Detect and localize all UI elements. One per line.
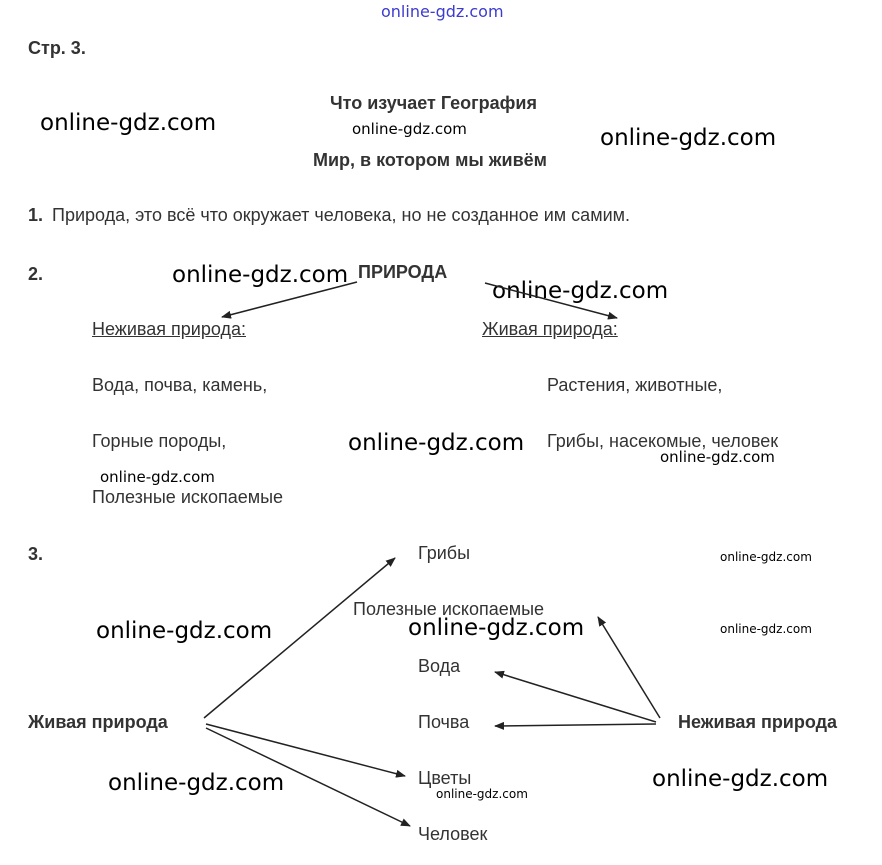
watermark: online-gdz.com: [492, 278, 669, 304]
task1-text: Природа, это всё что окружает человека, но не созданное им самим.: [52, 205, 630, 225]
watermark: online-gdz.com: [40, 110, 217, 136]
task3-living: Живая природа: [28, 712, 168, 732]
page-header: Стр. 3.: [28, 38, 86, 58]
task3-item: Почва: [418, 712, 470, 732]
watermark: online-gdz.com: [720, 550, 812, 564]
task3-item: Полезные ископаемые: [353, 599, 545, 619]
watermark: online-gdz.com: [348, 430, 525, 456]
task2-left-heading: Неживая природа:: [92, 319, 246, 339]
task3-nonliving: Неживая природа: [678, 712, 838, 732]
watermark: online-gdz.com: [172, 262, 349, 288]
watermark: online-gdz.com: [652, 766, 829, 792]
task3-item: Вода: [418, 656, 461, 676]
watermark: online-gdz.com: [436, 787, 528, 801]
watermark: online-gdz.com: [660, 448, 775, 466]
task2-number: 2.: [28, 264, 44, 284]
watermark: online-gdz.com: [100, 468, 215, 486]
task3-item: Грибы: [418, 543, 471, 563]
arrow-root-to-living: [485, 283, 617, 318]
arrow-nonliving-to-water: [495, 672, 656, 722]
task2-root: ПРИРОДА: [358, 262, 448, 282]
watermark: online-gdz.com: [720, 622, 812, 636]
task2-left-item: Вода, почва, камень,: [92, 375, 268, 395]
task2-left-item: Полезные ископаемые: [92, 487, 284, 507]
task2-right-item: Грибы, насекомые, человек: [547, 431, 779, 451]
watermark: online-gdz.com: [96, 618, 273, 644]
task3-item: Человек: [418, 824, 488, 844]
arrow-living-to-human: [206, 728, 410, 826]
page-title: Что изучает География: [330, 93, 537, 113]
task3-number: 3.: [28, 544, 44, 564]
arrow-living-to-fungi: [204, 558, 395, 718]
arrow-living-to-flowers: [206, 724, 405, 776]
watermark: online-gdz.com: [600, 125, 777, 151]
task2-right-heading: Живая природа:: [482, 319, 618, 339]
task2-left-item: Горные породы,: [92, 431, 227, 451]
arrow-nonliving-to-minerals: [598, 617, 660, 718]
task3-item: Цветы: [418, 768, 472, 788]
task2-right-item: Растения, животные,: [547, 375, 723, 395]
task1-number: 1.: [28, 205, 44, 225]
watermark: online-gdz.com: [352, 120, 467, 138]
watermark: online-gdz.com: [108, 770, 285, 796]
watermark-top: online-gdz.com: [381, 2, 504, 21]
page-subtitle: Мир, в котором мы живём: [313, 150, 547, 170]
watermark: online-gdz.com: [408, 615, 585, 641]
arrow-root-to-nonliving: [222, 282, 357, 317]
arrow-nonliving-to-soil: [495, 724, 656, 726]
